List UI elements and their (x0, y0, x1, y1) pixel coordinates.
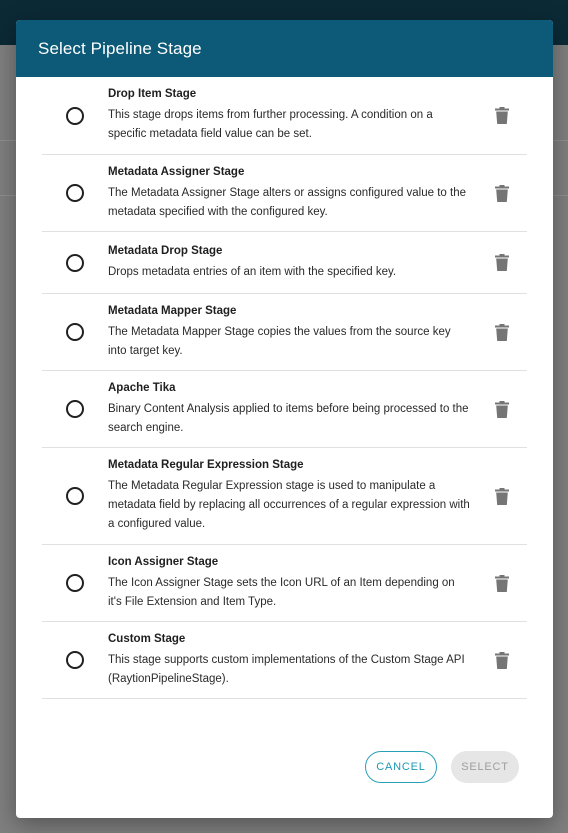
stage-name: Metadata Assigner Stage (108, 165, 245, 178)
stage-row-custom[interactable] (42, 622, 527, 699)
stage-name: Custom Stage (108, 632, 186, 645)
stage-description: Binary Content Analysis applied to items before being processed to the search engine. (108, 402, 469, 434)
radio-unchecked-icon[interactable] (66, 487, 84, 505)
stage-row-metadata-regex[interactable] (42, 448, 527, 545)
dialog-header (16, 20, 553, 77)
select-button[interactable]: SELECT (451, 751, 519, 783)
stage-row-icon-assigner[interactable] (42, 545, 527, 622)
trash-icon[interactable] (495, 575, 509, 592)
trash-icon[interactable] (495, 254, 509, 271)
radio-unchecked-icon[interactable] (66, 107, 84, 125)
trash-icon[interactable] (495, 107, 509, 124)
stage-list (42, 77, 527, 699)
dialog-title: Select Pipeline Stage (38, 38, 202, 58)
radio-unchecked-icon[interactable] (66, 400, 84, 418)
stage-row-metadata-drop[interactable] (42, 232, 527, 294)
trash-icon[interactable] (495, 488, 509, 505)
stage-row-apache-tika[interactable] (42, 371, 527, 448)
radio-unchecked-icon[interactable] (66, 254, 84, 272)
trash-icon[interactable] (495, 185, 509, 202)
stage-description: The Metadata Mapper Stage copies the values from the source key into target key. (108, 325, 451, 357)
stage-row-drop-item[interactable] (42, 77, 527, 155)
stage-description: This stage drops items from further processing. A condition on a specific metadata field value can be set. (108, 109, 433, 140)
stage-description: This stage supports custom implementations of the Custom Stage API (RaytionPipelineStage). (108, 653, 465, 685)
trash-icon[interactable] (495, 324, 509, 341)
radio-unchecked-icon[interactable] (66, 651, 84, 669)
trash-icon[interactable] (495, 401, 509, 418)
stage-row-metadata-mapper[interactable] (42, 294, 527, 371)
stage-name: Apache Tika (108, 381, 176, 394)
trash-icon[interactable] (495, 652, 509, 669)
stage-description: The Metadata Assigner Stage alters or assigns configured value to the metadata specified with the configured key. (108, 186, 466, 218)
stage-name: Metadata Mapper Stage (108, 304, 237, 317)
stage-name: Icon Assigner Stage (108, 555, 219, 568)
select-stage-dialog (16, 20, 553, 818)
stage-name: Drop Item Stage (108, 88, 197, 100)
stage-description: The Icon Assigner Stage sets the Icon URL of an Item depending on it's File Extension and Item Type. (108, 576, 455, 608)
stage-name: Metadata Drop Stage (108, 244, 223, 257)
radio-unchecked-icon[interactable] (66, 574, 84, 592)
cancel-button[interactable]: CANCEL (365, 751, 437, 783)
radio-unchecked-icon[interactable] (66, 184, 84, 202)
radio-unchecked-icon[interactable] (66, 323, 84, 341)
stage-name: Metadata Regular Expression Stage (108, 459, 304, 471)
stage-description: The Metadata Regular Expression stage is used to manipulate a metadata field by replacing all occurrences of a regular expression with a configured value. (108, 480, 470, 530)
stage-row-metadata-assigner[interactable] (42, 155, 527, 232)
stage-description: Drops metadata entries of an item with the specified key. (108, 265, 397, 278)
